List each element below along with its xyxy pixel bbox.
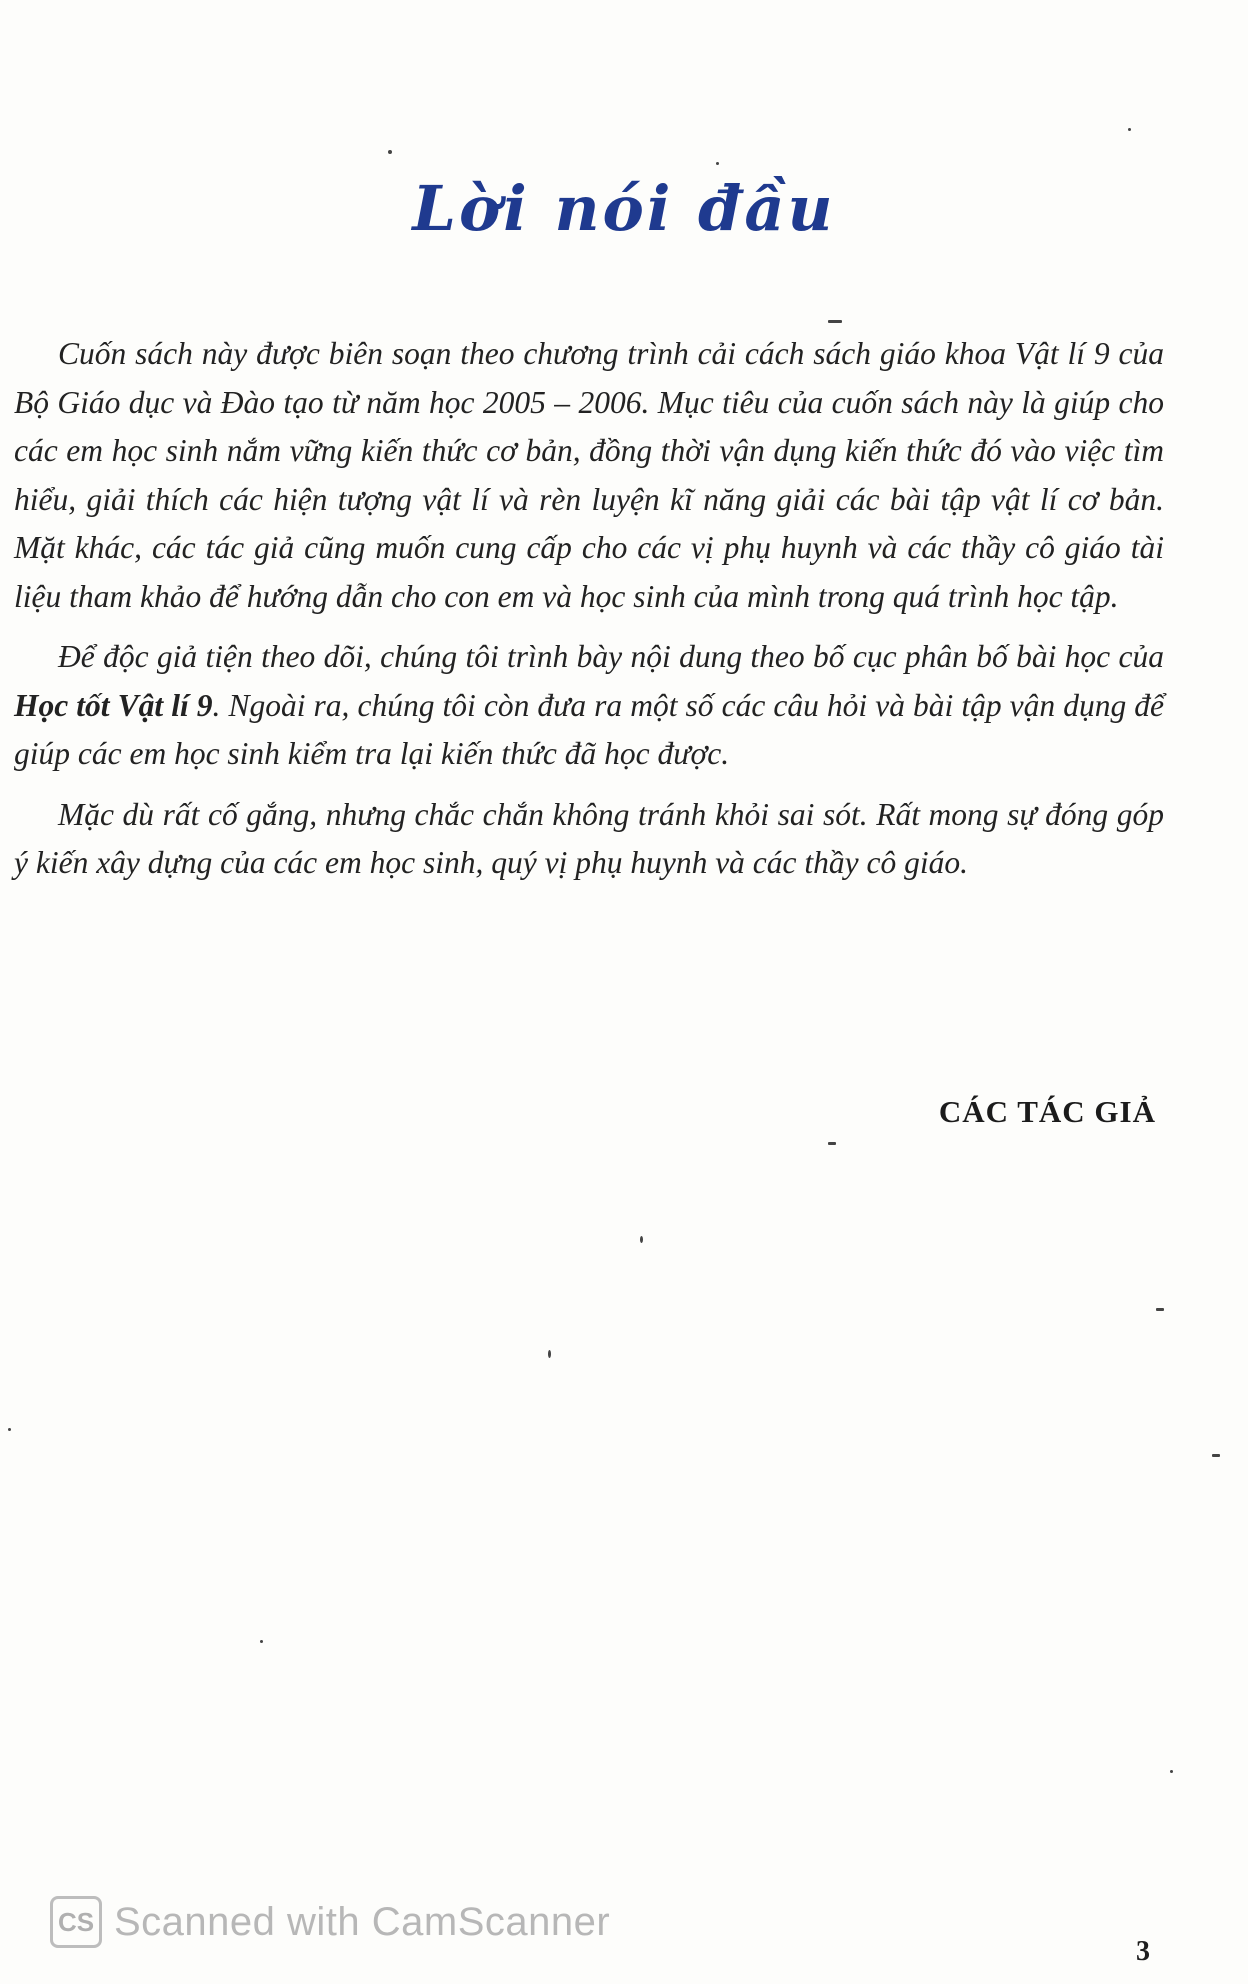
- scan-speck: [1128, 128, 1131, 131]
- paragraph-3: Mặc dù rất cố gắng, nhưng chắc chắn không tránh khỏi sai sót. Rất mong sự đóng góp ý kiến xây dựng của các em học sinh, quý vị phụ huynh và các thầy cô giáo.: [14, 796, 1164, 880]
- paragraph-2-start: Để độc giả tiện theo dõi, chúng tôi trình bày nội dung theo bố cục phân bố bài học của: [58, 639, 1164, 674]
- scan-speck: [828, 1142, 836, 1145]
- scan-speck: [716, 162, 719, 165]
- scan-speck: [388, 150, 392, 154]
- scan-speck: [1170, 1770, 1173, 1773]
- paragraph-2-end: . Ngoài ra, chúng tôi còn đưa ra một số các câu hỏi và bài tập vận dụng để giúp các em học sinh kiểm tra lại kiến thức đã học được.: [14, 687, 1164, 771]
- signature: CÁC TÁC GIẢ: [938, 1094, 1156, 1129]
- paragraph-1: Cuốn sách này được biên soạn theo chương trình cải cách sách giáo khoa Vật lí 9 của Bộ Giáo dục và Đào tạo từ năm học 2005 – 2006. Mục tiêu của cuốn sách này là giúp cho các em học sinh nắm vững kiến thức cơ bản, đồng thời vận dụng kiến thức đó vào việc tìm hiểu, giải thích các hiện tượng vật lí và rèn luyện kĩ năng giải các bài tập vật lí cơ bản. Mặt khác, các tác giả cũng muốn cung cấp cho các vị phụ huynh và các thầy cô giáo tài liệu tham khảo để hướng dẫn cho con em và học sinh của mình trong quá trình học tập.: [14, 336, 1164, 614]
- scan-speck: [640, 1236, 643, 1243]
- watermark-text: Scanned with CamScanner: [114, 1899, 611, 1944]
- scan-speck: [1156, 1308, 1164, 1311]
- page-title: Lời nói đầu: [412, 172, 836, 245]
- scan-speck: [8, 1428, 11, 1431]
- scan-speck: [1212, 1454, 1220, 1457]
- camscanner-logo-icon: CS: [50, 1896, 102, 1948]
- page-number: 3: [1136, 1936, 1150, 1967]
- scan-speck: [260, 1640, 263, 1643]
- body-text: [14, 330, 1164, 900]
- scan-speck: [828, 320, 842, 323]
- paragraph-2: [14, 633, 1164, 779]
- book-title: Học tốt Vật lí 9: [14, 687, 213, 723]
- camscanner-watermark: [50, 1896, 610, 1948]
- scan-speck: [548, 1350, 551, 1358]
